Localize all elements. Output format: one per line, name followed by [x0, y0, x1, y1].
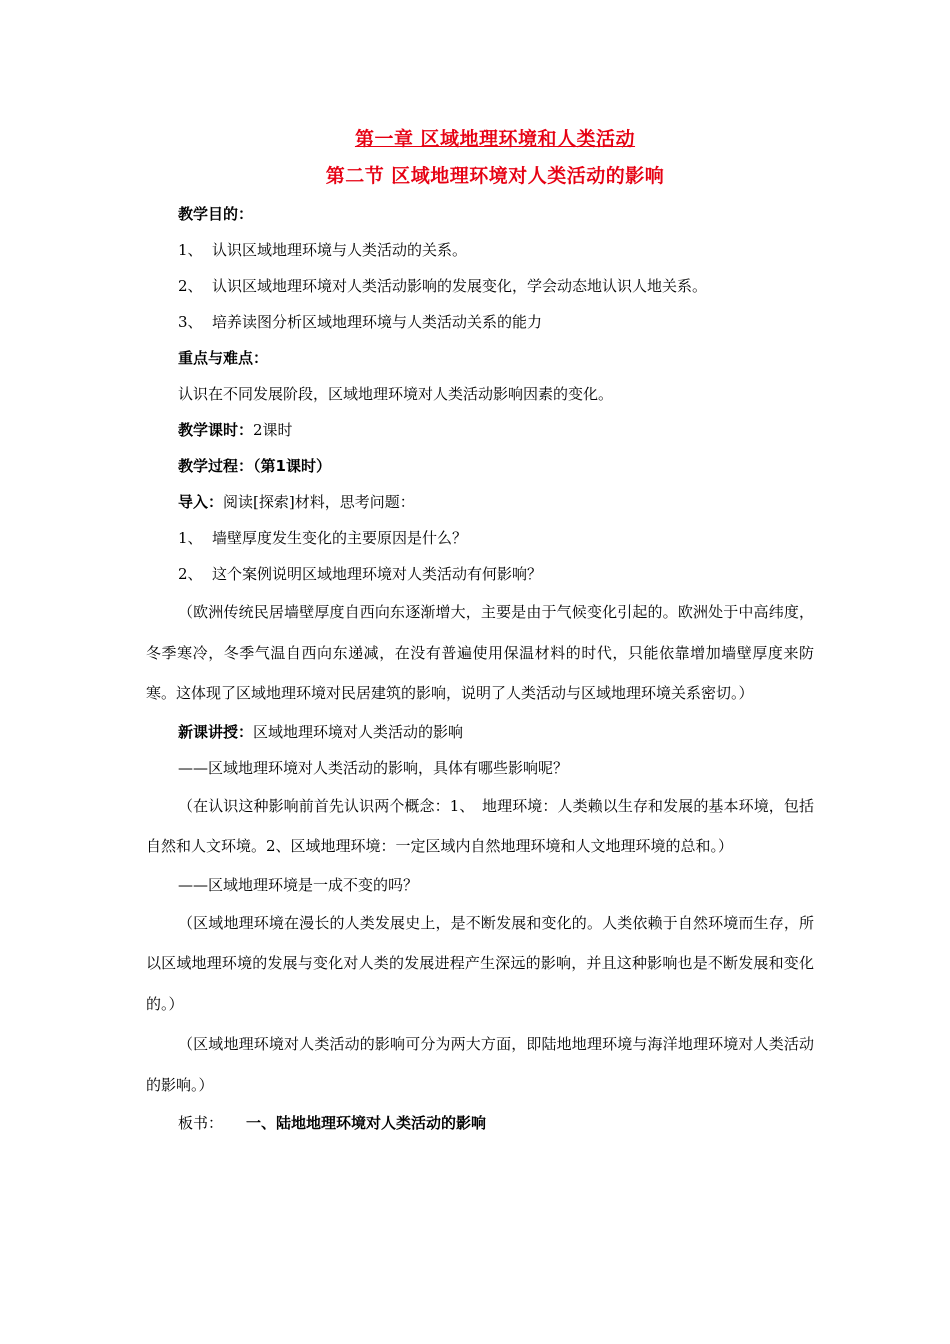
- new-lesson-text: 区域地理环境对人类活动的影响: [253, 722, 464, 741]
- intro-answer: （欧洲传统民居墙壁厚度自西向东逐渐增大，主要是由于气候变化引起的。欧洲处于中高纬度，冬季寒冷，冬季气温自西向东递减，在没有普遍使用保温材料的时代，只能依靠增加墙壁厚度来防寒。这体现了区域地理环境对民居建筑的影响，说明了人类活动与区域地理环境关系密切。）: [146, 603, 814, 702]
- objectives-heading: 教学目的：: [178, 205, 254, 223]
- item-number: 2、: [178, 277, 203, 295]
- change-paragraph: （区域地理环境在漫长的人类发展史上，是不断发展和变化的。人类依赖于自然环境而生存，所以区域地理环境的发展与变化对人类的发展进程产生深远的影响，并且这种影响也是不断发展和变化的。）: [146, 913, 814, 1013]
- chapter-title: 第一章 区域地理环境和人类活动: [354, 128, 636, 150]
- aspects-paragraph: （区域地理环境对人类活动的影响可分为两大方面，即陆地地理环境与海洋地理环境对人类活动的影响。）: [146, 1035, 814, 1094]
- intro-question: [146, 556, 814, 592]
- intro-label: 导入：: [178, 493, 224, 511]
- board-line: [146, 1105, 814, 1141]
- new-lesson-line: [146, 714, 814, 750]
- item-number: 3、: [178, 313, 203, 331]
- item-number: 1、: [178, 241, 203, 259]
- new-lesson-label: 新课讲授：: [178, 722, 254, 741]
- question-line: ——区域地理环境是一成不变的吗？: [178, 875, 419, 894]
- process-value: （第1课时）: [253, 457, 331, 475]
- item-text: 培养读图分析区域地理环境与人类活动关系的能力: [212, 313, 543, 331]
- objective-item: [146, 304, 814, 340]
- key-points-text: 认识在不同发展阶段，区域地理环境对人类活动影响因素的变化。: [178, 385, 614, 403]
- objective-item: [146, 232, 814, 268]
- item-text: 墙壁厚度发生变化的主要原因是什么？: [212, 529, 468, 547]
- intro-line: [146, 484, 814, 520]
- board-text: 一、陆地地理环境对人类活动的影响: [246, 1114, 487, 1132]
- item-text: 认识区域地理环境与人类活动的关系。: [212, 241, 468, 259]
- process-line: [146, 448, 814, 484]
- hours-label: 教学课时：: [178, 421, 254, 439]
- key-points-heading: 重点与难点：: [178, 349, 269, 367]
- process-label: 教学过程：: [178, 457, 254, 475]
- intro-text: 阅读[探索]材料，思考问题：: [223, 493, 415, 511]
- concept-paragraph: （在认识这种影响前首先认识两个概念：1、 地理环境：人类赖以生存和发展的基本环境，包括自然和人文环境。2、区域地理环境：一定区域内自然地理环境和人文地理环境的总和。）: [146, 796, 814, 855]
- question-line: ——区域地理环境对人类活动的影响，具体有哪些影响呢？: [178, 758, 569, 777]
- hours-line: [146, 412, 814, 448]
- item-number: 2、: [178, 565, 203, 583]
- document-body: [146, 196, 814, 1141]
- item-number: 1、: [178, 529, 203, 547]
- board-label: 板书：: [178, 1114, 224, 1132]
- hours-value: 2课时: [253, 421, 293, 439]
- item-text: 这个案例说明区域地理环境对人类活动有何影响？: [212, 565, 543, 583]
- objective-item: [146, 268, 814, 304]
- section-title: 第二节 区域地理环境对人类活动的影响: [325, 165, 665, 187]
- item-text: 认识区域地理环境对人类活动影响的发展变化，学会动态地认识人地关系。: [212, 277, 708, 295]
- intro-question: [146, 520, 814, 556]
